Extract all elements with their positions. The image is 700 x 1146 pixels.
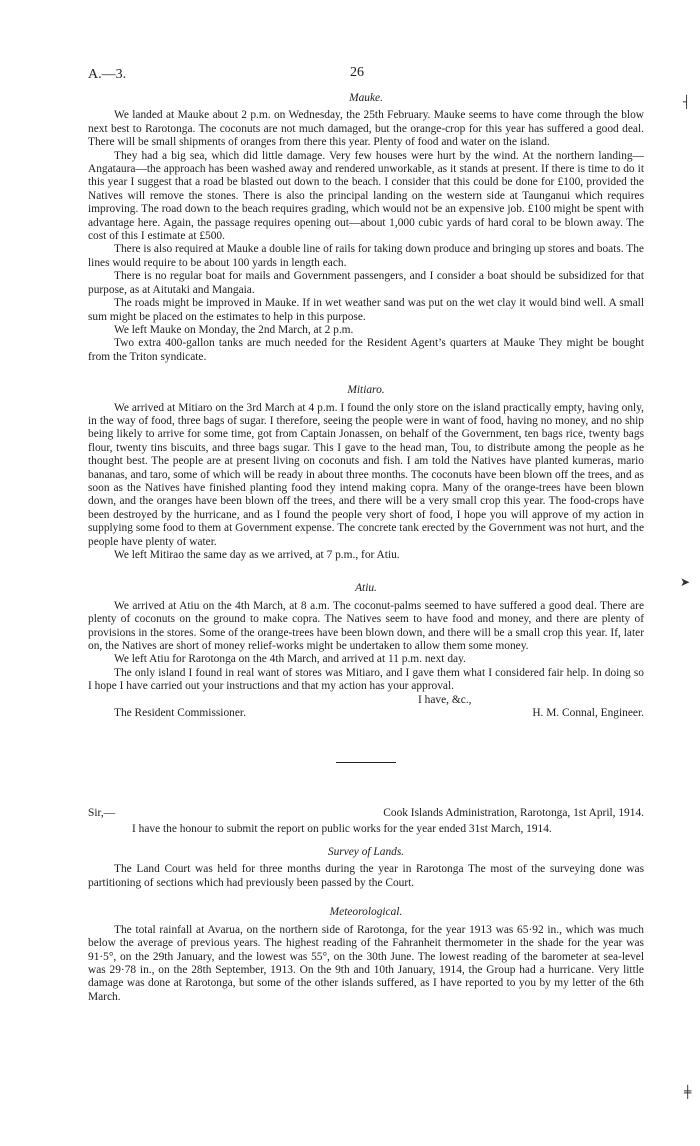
addressee: The Resident Commissioner. [114,706,246,719]
section-atiu [88,582,644,693]
margin-tick-mark: ┤ [683,95,691,109]
closing-phrase: I have, &c., [418,693,472,706]
dateline: Cook Islands Administration, Rarotonga, 1st April, 1914. [383,806,644,819]
section-divider [336,762,396,763]
letter-intro: I have the honour to submit the report on public works for the year ended 31st March, 1914. [132,822,552,835]
signature: H. M. Connal, Engineer. [532,706,644,719]
section-heading: Survey of Lands. [327,846,405,859]
page-header [88,62,644,92]
letter-signoff [88,694,644,722]
paragraph: The Land Court was held for three months during the year in Rarotonga The most of the surveying done was partitioning of sections which had previously been passed by the Court. [88,863,644,889]
document-page [88,62,644,1004]
section-heading: Meteorological. [329,906,403,919]
section-heading: Mitiaro. [347,384,385,397]
paragraph: There is also required at Mauke a double line of rails for taking down produce and bringing up stores and boats. The lines would require to be about 100 yards in length each. [88,243,644,269]
paragraph: We left Mauke on Monday, the 2nd March, at 2 p.m. [114,323,354,336]
section-heading: Atiu. [355,582,377,595]
paragraph: There is no regular boat for mails and Government passengers, and I consider a boat should be subsidized for that purpose, as at Aitutaki and Mangaia. [88,270,644,296]
paragraph: The total rainfall at Avarua, on the northern side of Rarotonga, for the year 1913 was 65·92 in., which was much below the average of previous years. The highest reading of the Fahranheit thermometer in the shade for the year was 91·5°, on the 29th January, and the lowest was 55°, on the 30th June. The lowest reading of the barometer at sea-level was 29·78 in., on the 28th September, 1913. On the 9th and 10th January, 1914, the Group had a hurricane. Very little damage was done at Rarotonga, but some of the other islands suffered, as I have reported to you by my letter of the 6th March. [88,923,644,1003]
salutation: Sir,— [88,806,116,819]
paragraph: We left Mitirao the same day as we arrived, at 7 p.m., for Atiu. [114,549,400,561]
paragraph: We arrived at Atiu on the 4th March, at 8 a.m. The coconut-palms seemed to have suffered a good deal. There are plenty of coconuts on the ground to make copra. The Natives seem to have food and money, and there are plenty of provisions in the stores. Some of the orange-trees have been blown down, and there will be a small crop this year. If, later on, the Natives are short of money relief-works might be undertaken to allow them some money. [88,599,644,653]
paragraph: We arrived at Mitiaro on the 3rd March at 4 p.m. I found the only store on the island practically empty, having only, in the way of food, three bags of sugar. I therefore, seeing the people were in want of food, having no money, and no ship being likely to arrive for some time, got from Captain Jonassen, on behalf of the Government, ten bags rice, twenty bags flour, twenty tins biscuits, and three bags sugar. This I gave to the head man, Tou, to distribute among the people as he thought best. The people are at present living on coconuts and fish. I am told the Natives have planted kumeras, mario bananas, and taro, some of which will be ready in about three months. The coconuts have been blown off the trees, and as soon as the Natives have finished planting food they intend making copra. Many of the orange-trees have been blown down, and the oranges have been blown off the trees, and there will be a very small crop this year. The food-crops have been destroyed by the hurricane, and as I found the people very short of food, I hope you will approve of my action in supplying some food to them at Government expense. The concrete tank erected by the Government was not hurt, and the people have plenty of water. [88,401,644,548]
paragraph: We left Atiu for Rarotonga on the 4th March, and arrived at 11 p.m. next day. [114,653,466,666]
paragraph: They had a big sea, which did little damage. Very few houses were hurt by the wind. At the northern landing—Angataura—the approach has been washed away and rendered unworkable, as it stands at present. If there is time to do it this year I suggest that a road be blasted out down to the beach. I consider that this could be done for £100, provided the Natives will remove the stones. There is also the principal landing on the western side at Taunganui which requires improving. The road down to the beach requires grading, which would not be an expensive job. £100 might be spent with advantage here. Again, the passage requires opening out—about 1,000 cubic yards of hard coral to be blown away. The cost of this I estimate at £500. [88,149,644,243]
paragraph: We landed at Mauke about 2 p.m. on Wednesday, the 25th February. Mauke seems to have come through the blow next best to Rarotonga. The coconuts are not much damaged, but the orange-crop for this year has suffered a good deal. There will be small shipments of oranges from there this year. Plenty of food and water on the island. [88,109,644,149]
section-mitiaro [88,384,644,562]
page-number: 26 [350,65,364,80]
document-reference: A.—3. [88,67,127,82]
section-mauke [88,92,644,364]
paragraph: Two extra 400-gallon tanks are much needed for the Resident Agent’s quarters at Mauke They might be bought from the Triton syndicate. [88,337,644,363]
paragraph: The only island I found in real want of stores was Mitiaro, and I gave them what I considered fair help. In doing so I hope I have carried out your instructions and that my action has your approval. [88,666,644,693]
letter-heading [88,807,644,823]
paragraph: The roads might be improved in Mauke. If in wet weather sand was put on the wet clay it would bind well. A small sum might be placed on the estimates to help in this purpose. [88,297,644,323]
margin-tick-mark: ╪ [684,1085,692,1099]
section-heading: Mauke. [349,92,383,104]
margin-arrow-mark: ➤ [680,575,691,589]
report-letter [88,807,644,1004]
